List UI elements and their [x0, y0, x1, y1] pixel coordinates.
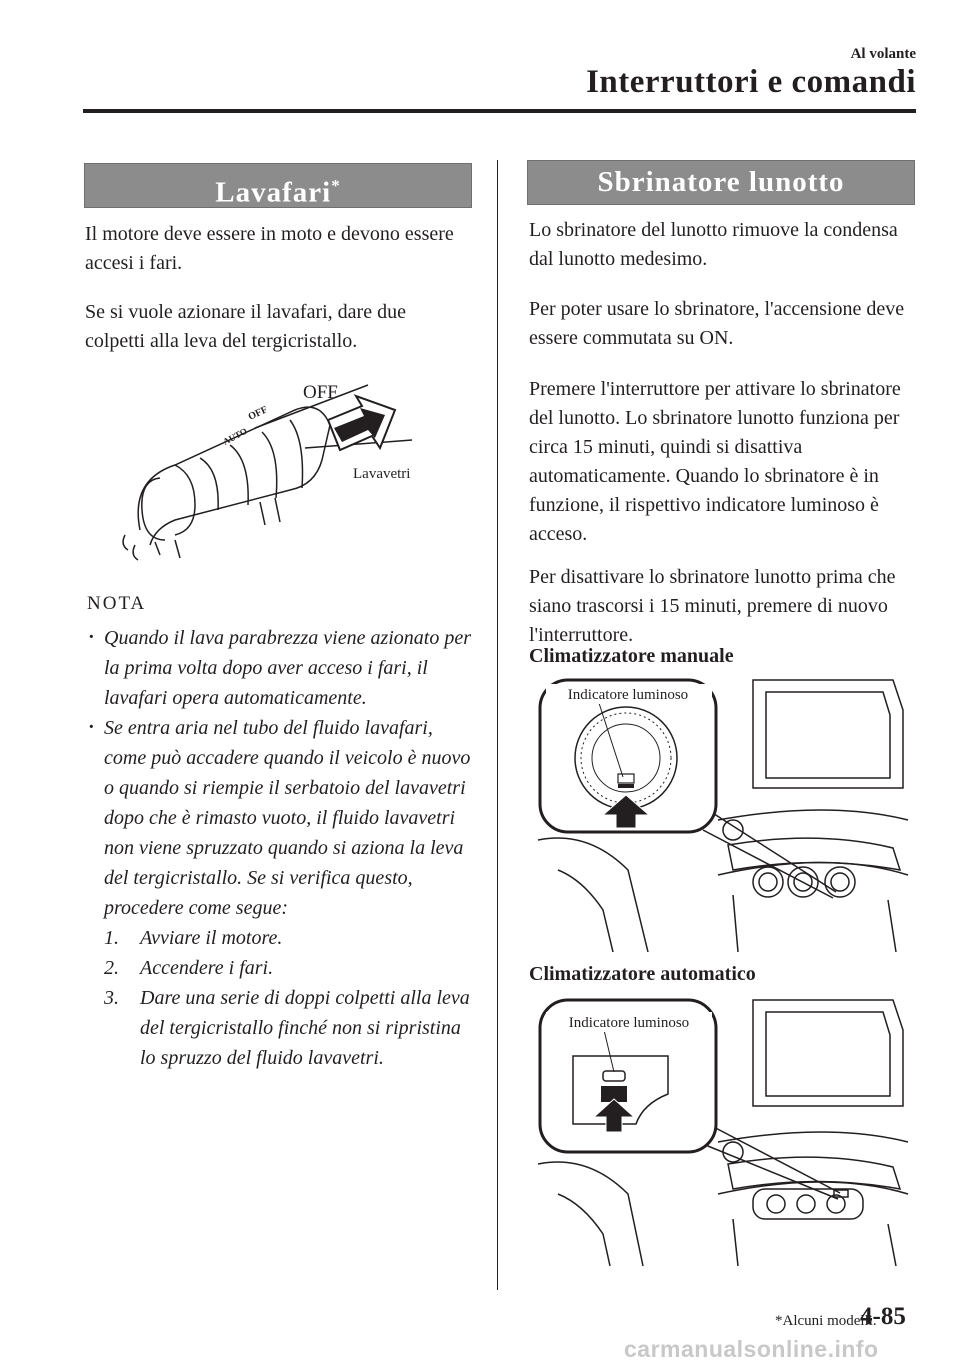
header-section: Al volante: [850, 46, 916, 62]
sbrinatore-paragraph-3: Premere l'interruttore per attivare lo sbrinatore del lunotto. Lo sbrinatore lunotto funziona per circa 15 minuti, quindi si disattiva automaticamente. Quando lo sbrinatore è in funzione, il rispettivo indicatore luminoso è acceso.: [529, 378, 901, 545]
stalk-auto-text: AUTO: [221, 425, 249, 447]
stalk-off-text: OFF: [246, 404, 270, 423]
auto-indicator-label: Indicatore luminoso: [568, 1015, 690, 1031]
sbrinatore-paragraph-1: Lo sbrinatore del lunotto rimuove la condensa dal lunotto medesimo.: [529, 219, 898, 270]
lavafari-paragraph-1: Il motore deve essere in moto e devono essere accesi i fari.: [85, 223, 454, 274]
manual-indicator-label: Indicatore luminoso: [567, 687, 689, 703]
auto-climate-heading: Climatizzatore automatico: [529, 963, 756, 985]
nota-body: [84, 623, 476, 1073]
sbrinatore-paragraph-4: Per disattivare lo sbrinatore lunotto prima che siano trascorsi i 15 minuti, premere di nuovo l'interruttore.: [529, 566, 896, 646]
footnote-mark: *: [331, 176, 341, 195]
header-rule: [83, 109, 916, 113]
nota-title: NOTA: [87, 593, 147, 614]
footnote: *Alcuni modelli.: [775, 1313, 877, 1329]
lavavetri-label: Lavavetri: [353, 466, 411, 482]
manual-climate-figure: [528, 670, 913, 952]
sbrinatore-title: Sbrinatore lunotto: [527, 160, 915, 205]
page-number: 4-85: [860, 1303, 906, 1330]
lavafari-title: [84, 163, 472, 208]
auto-climate-figure: [528, 994, 913, 1266]
manual-climate-heading: Climatizzatore manuale: [529, 645, 734, 667]
lavafari-paragraph-2: Se si vuole azionare il lavafari, dare due colpetti alla leva del tergicristallo.: [85, 301, 406, 352]
nota-steps: [84, 923, 476, 1073]
lavafari-title-text: Lavafari: [215, 176, 332, 209]
header-chapter: Interruttori e comandi: [586, 64, 916, 100]
off-label: OFF: [303, 382, 338, 403]
sbrinatore-paragraph-2: Per poter usare lo sbrinatore, l'accensione deve essere commutata su ON.: [529, 298, 905, 349]
nota-step-1: 1. Avviare il motore.: [104, 927, 283, 949]
column-divider: [497, 160, 498, 1290]
nota-step-3: 3. Dare una serie di doppi colpetti alla leva del tergicristallo finché non si ripristina lo spruzzo del fluido lavavetri.: [104, 987, 470, 1069]
nota-step-2: 2. Accendere i fari.: [104, 957, 274, 979]
watermark: carmanualsonline.info: [624, 1336, 879, 1362]
wiper-stalk-figure: [100, 370, 455, 585]
nota-bullet-1: · Quando il lava parabrezza viene azionato per la prima volta dopo aver acceso i fari, il lavafari opera automaticamente.: [84, 623, 476, 713]
nota-bullet-2: · Se entra aria nel tubo del fluido lavafari, come può accadere quando il veicolo è nuovo o quando si riempie il serbatoio del lavavetri dopo che è rimasto vuoto, il fluido lavavetri non viene spruzzato quando si aziona la leva del tergicristallo. Se si verifica questo, procedere come segue:: [84, 713, 476, 923]
